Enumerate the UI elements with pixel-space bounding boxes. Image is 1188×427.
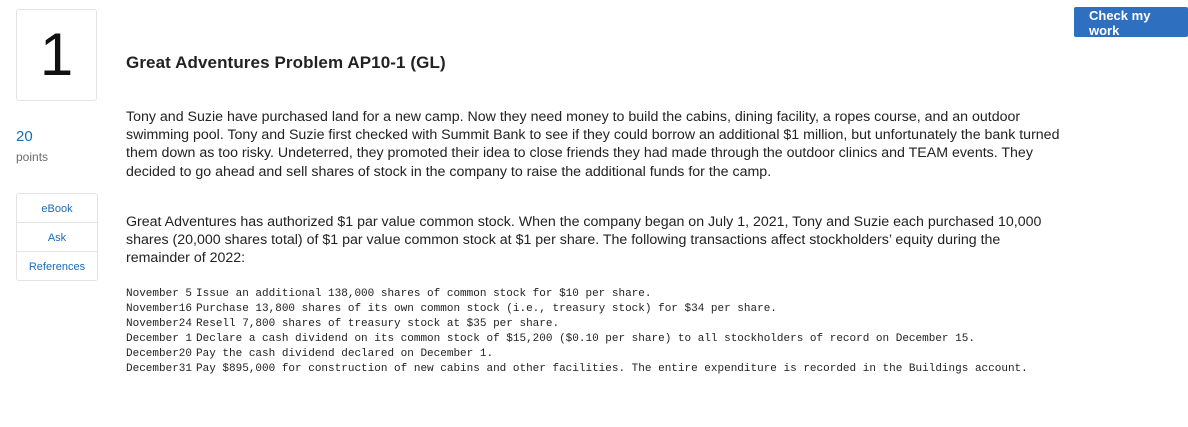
ask-link[interactable]: Ask (16, 222, 98, 252)
table-row (126, 302, 1036, 317)
question-number-box (16, 9, 97, 101)
transaction-description: Purchase 13,800 shares of its own common stock (i.e., treasury stock) for $34 per share. (196, 303, 777, 315)
table-row (126, 317, 1036, 332)
points-value: 20 (16, 128, 33, 145)
problem-paragraph-2: Great Adventures has authorized $1 par value common stock. When the company began on July 1, 2021, Tony and Suzie each purchased 10,000 shares (20,000 shares total) of $1 par value common stock at $1 per share. The following transactions affect stockholders’ equity during the remainder of 2022: (126, 214, 1042, 267)
table-row (126, 287, 1036, 302)
transaction-date: December 1 (126, 333, 193, 345)
transaction-description: Resell 7,800 shares of treasury stock at $35 per share. (196, 318, 560, 330)
transactions-table (126, 287, 1036, 377)
transaction-description: Pay $895,000 for construction of new cabins and other facilities. The entire expenditure is recorded in the Buildings account. (196, 363, 1028, 375)
references-link[interactable]: References (16, 251, 98, 281)
transaction-date: December20 (126, 348, 193, 360)
transaction-date: November16 (126, 303, 193, 315)
transaction-description: Pay the cash dividend declared on December 1. (196, 348, 494, 360)
transaction-description: Issue an additional 138,000 shares of common stock for $10 per share. (196, 288, 652, 300)
transaction-date: November24 (126, 318, 193, 330)
transaction-description: Declare a cash dividend on its common stock of $15,200 ($0.10 per share) to all stockholders of record on December 15. (196, 333, 975, 345)
points-label: points (16, 150, 49, 164)
ebook-link[interactable]: eBook (16, 193, 98, 223)
table-row (126, 332, 1036, 347)
table-row (126, 362, 1036, 377)
problem-title: Great Adventures Problem AP10-1 (GL) (126, 53, 446, 72)
transaction-date: December31 (126, 363, 193, 375)
sidebar-links (16, 193, 98, 281)
check-my-work-button[interactable]: Check my work (1074, 7, 1188, 37)
question-number: 1 (39, 21, 74, 88)
problem-paragraph-1: Tony and Suzie have purchased land for a new camp. Now they need money to build the cabins, dining facility, a ropes course, and an outdoor swimming pool. Tony and Suzie first checked with Summit Bank to see if they could borrow an additional $1 million, but unfortunately the bank turned them down as too risky. Undeterred, they promoted their idea to close friends they had made through the outdoor clinics and TEAM events. They decided to go ahead and sell shares of stock in the company to raise the additional funds for the camp. (126, 109, 1060, 180)
table-row (126, 347, 1036, 362)
transaction-date: November 5 (126, 288, 193, 300)
